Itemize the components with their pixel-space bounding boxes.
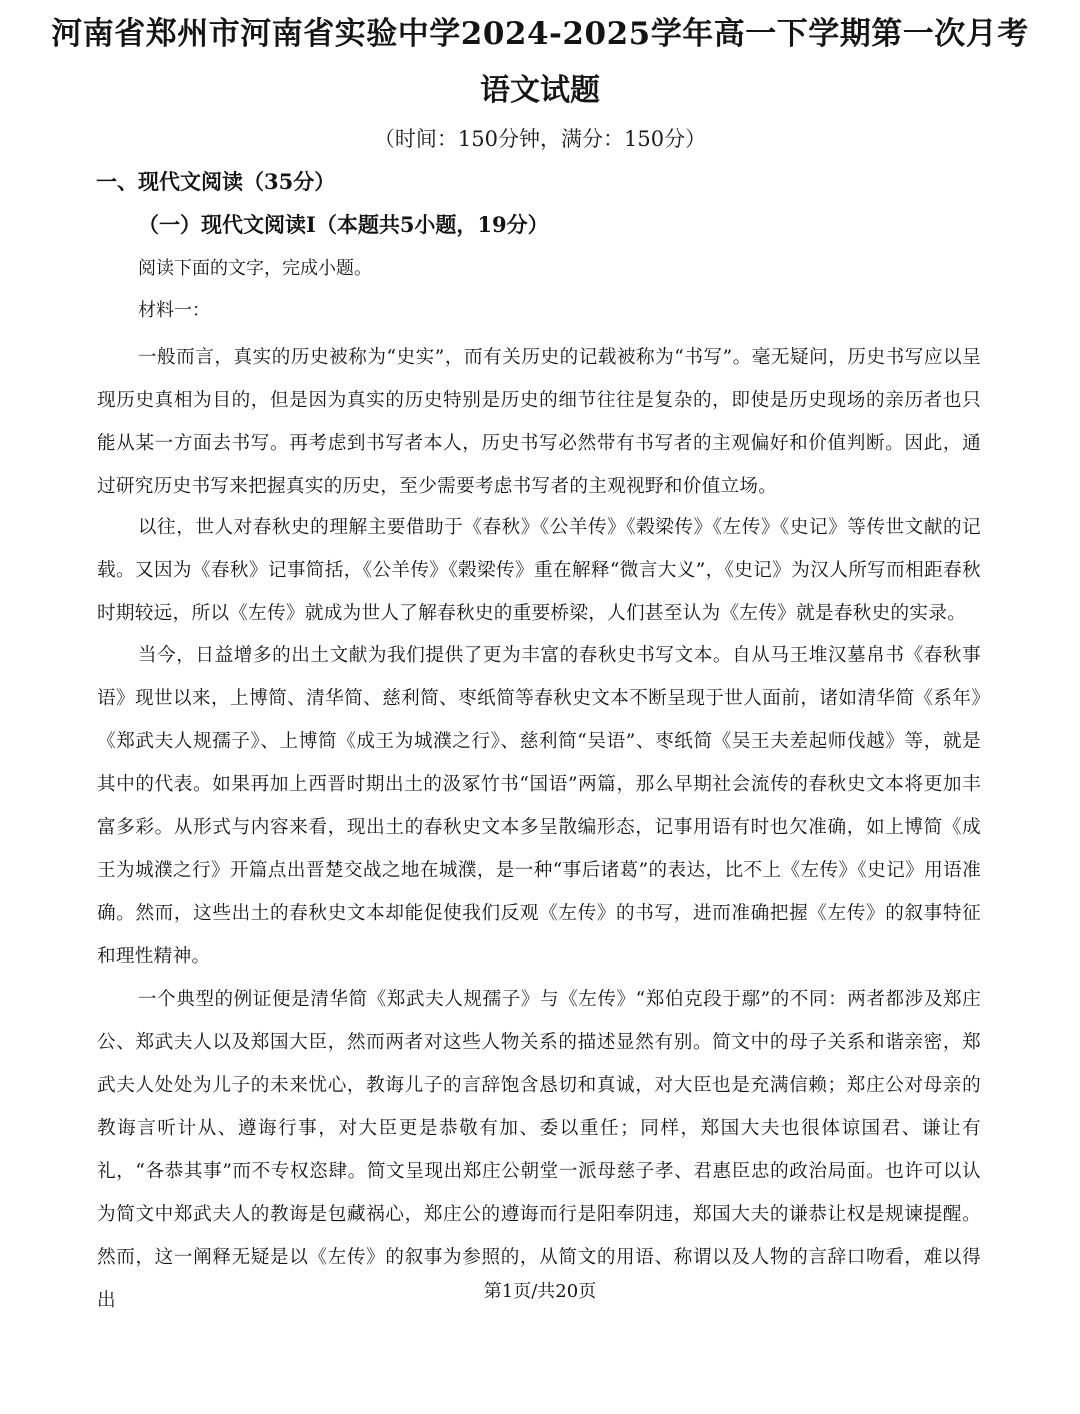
material-label: 材料一： [138,300,210,321]
paragraph-2: 以往，世人对春秋史的理解主要借助于《春秋》《公羊传》《榖梁传》《左传》《史记》等传世文献的记载。又因为《春秋》记事简括，《公羊传》《榖梁传》重在解释“微言大义”，《史记》为汉人所写而相距春秋时期较远，所以《左传》就成为世人了解春秋史的重要桥梁，人们甚至认为《左传》就是春秋史的实录。 [97,517,981,624]
subsection-heading: （一）现代文阅读Ⅰ（本题共5小题，19分） [138,212,549,237]
exam-time-score-info: （时间：150分钟，满分：150分） [373,127,707,151]
paragraph-3: 当今，日益增多的出土文献为我们提供了更为丰富的春秋史书写文本。自从马王堆汉墓帛书《春秋事语》现世以来，上博简、清华简、慈利简、枣纸简等春秋史文本不断呈现于世人面前，诸如清华简《系年》《郑武夫人规孺子》、上博简《成王为城濮之行》、慈利简“吴语”、枣纸简《吴王夫差起师伐越》等，就是其中的代表。如果再加上西晋时期出土的汲冢竹书“国语”两篇，那么早期社会流传的春秋史文本将更加丰富多彩。从形式与内容来看，现出土的春秋史文本多呈散编形态，记事用语有时也欠准确，如上博简《成王为城濮之行》开篇点出晋楚交战之地在城濮，是一种“事后诸葛”的表达，比不上《左传》《史记》用语准确。然而，这些出土的春秋史文本却能促使我们反观《左传》的书写，进而准确把握《左传》的叙事特征和理性精神。 [97,645,981,967]
paragraph-1: 一般而言，真实的历史被称为“史实”，而有关历史的记载被称为“书写”。毫无疑问，历史书写应以呈现历史真相为目的，但是因为真实的历史特别是历史的细节往往是复杂的，即使是历史现场的亲历者也只能从某一方面去书写。再考虑到书写者本人，历史书写必然带有书写者的主观偏好和价值判断。因此，通过研究历史书写来把握真实的历史，至少需要考虑书写者的主观视野和价值立场。 [97,347,981,497]
page-number-footer: 第1页/共20页 [483,1281,597,1302]
exam-title-line1: 河南省郑州市河南省实验中学2024-2025学年高一下学期第一次月考 [51,16,1029,52]
exam-title-line2: 语文试题 [480,73,600,108]
paragraph-4: 一个典型的例证便是清华简《郑武夫人规孺子》与《左传》“郑伯克段于鄢”的不同：两者都涉及郑庄公、郑武夫人以及郑国大臣，然而两者对这些人物关系的描述显然有别。简文中的母子关系和谐亲密，郑武夫人处处为儿子的未来忧心，教诲儿子的言辞饱含恳切和真诚，对大臣也是充满信赖；郑庄公对母亲的教诲言听计从、遵诲行事，对大臣更是恭敬有加、委以重任；同样，郑国大夫也很体谅国君、谦让有礼，“各恭其事”而不专权恣肆。简文呈现出郑庄公朝堂一派母慈子孝、君惠臣忠的政治局面。也许可以认为简文中郑武夫人的教诲是包藏祸心，郑庄公的遵诲而行是阳奉阴违，郑国大夫的谦恭让权是规谏提醒。然而，这一阐释无疑是以《左传》的叙事为参照的，从简文的用语、称谓以及人物的言辞口吻看，难以得出 [97,989,981,1311]
section-heading: 一、现代文阅读（35分） [96,169,336,194]
reading-instruction: 阅读下面的文字，完成小题。 [138,258,372,279]
